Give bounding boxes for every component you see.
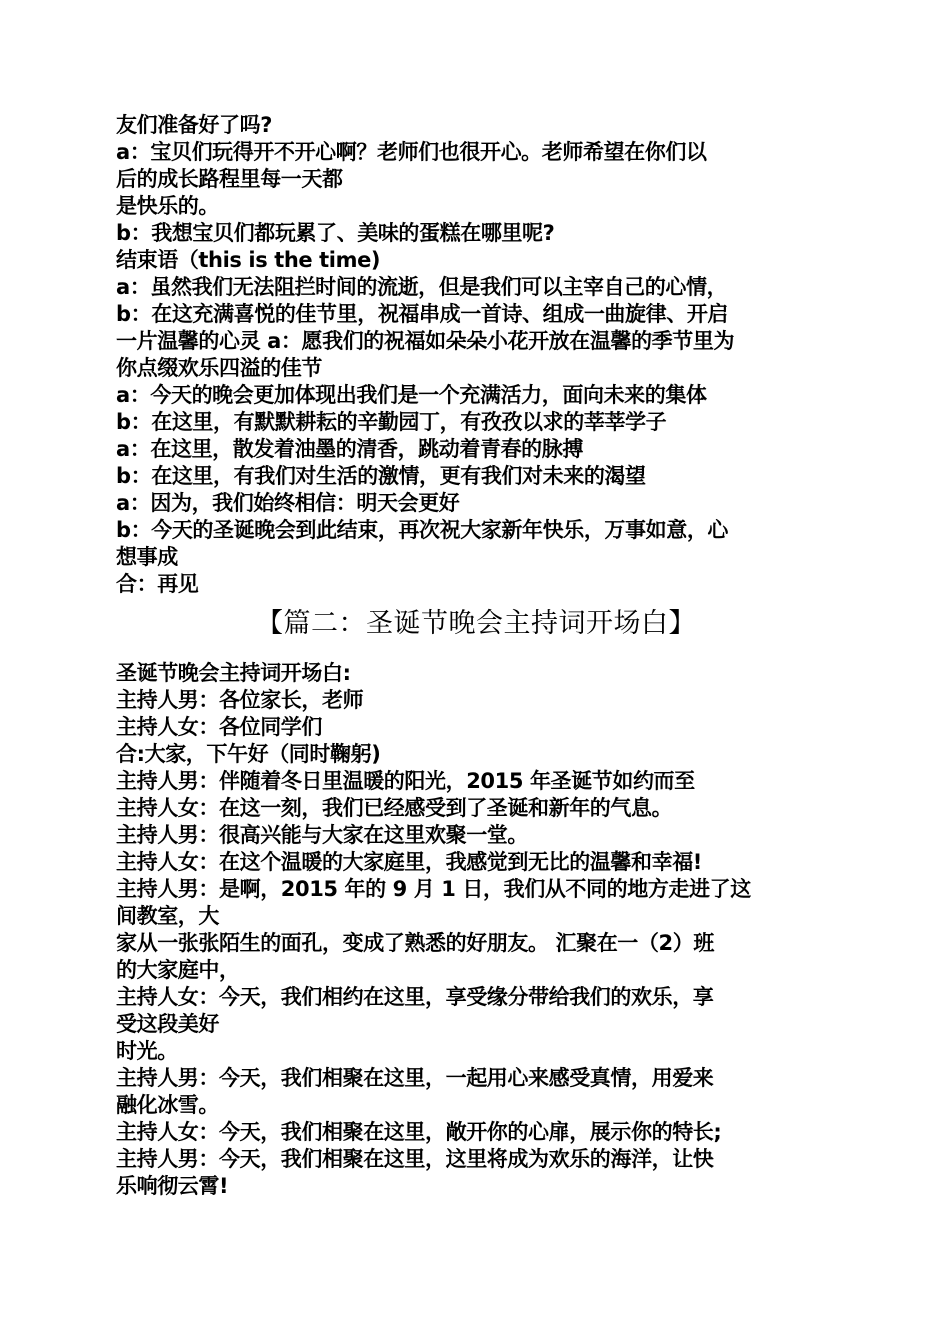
text-line: a：宝贝们玩得开不开心啊？老师们也很开心。老师希望在你们以: [116, 140, 707, 164]
text-line: b：我想宝贝们都玩累了、美味的蛋糕在哪里呢?: [116, 221, 555, 245]
text-line: 融化冰雪。: [116, 1093, 219, 1117]
text-line: 主持人女：在这个温暖的大家庭里，我感觉到无比的温馨和幸福!: [116, 850, 702, 874]
text-line: 合:大家，下午好（同时鞠躬): [116, 742, 381, 766]
text-line: 友们准备好了吗?: [116, 113, 272, 137]
text-line: 一片温馨的心灵 a：愿我们的祝福如朵朵小花开放在温馨的季节里为: [116, 329, 735, 353]
text-line: a：今天的晚会更加体现出我们是一个充满活力，面向未来的集体: [116, 383, 707, 407]
text-line: 是快乐的。: [116, 194, 219, 218]
text-line: 主持人女：各位同学们: [116, 715, 322, 739]
text-line: 你点缀欢乐四溢的佳节: [116, 356, 322, 380]
text-line: b：在这里，有默默耕耘的辛勤园丁，有孜孜以求的莘莘学子: [116, 410, 667, 434]
text-line: a：虽然我们无法阻拦时间的流逝，但是我们可以主宰自己的心情，: [116, 275, 728, 299]
text-line: 主持人男：是啊，2015 年的 9 月 1 日，我们从不同的地方走进了这: [116, 877, 751, 901]
section-heading: 【篇二：圣诞节晚会主持词开场白】: [256, 608, 696, 639]
section-2: [116, 660, 836, 1200]
text-line: b：在这里，有我们对生活的激情，更有我们对未来的渴望: [116, 464, 646, 488]
text-line: b：在这充满喜悦的佳节里，祝福串成一首诗、组成一曲旋律、开启: [116, 302, 729, 326]
text-line: 圣诞节晚会主持词开场白:: [116, 661, 351, 685]
text-line: 主持人男：很高兴能与大家在这里欢聚一堂。: [116, 823, 528, 847]
text-line: a：因为，我们始终相信：明天会更好: [116, 491, 460, 515]
text-line: 结束语（this is the time): [116, 248, 381, 272]
text-line: 主持人女：今天，我们相约在这里，享受缘分带给我们的欢乐，享: [116, 985, 714, 1009]
text-line: 主持人女：今天，我们相聚在这里，敞开你的心扉，展示你的特长;: [116, 1120, 722, 1144]
text-line: 主持人女：在这一刻，我们已经感受到了圣诞和新年的气息。: [116, 796, 673, 820]
text-line: 主持人男：今天，我们相聚在这里，这里将成为欢乐的海洋，让快: [116, 1147, 714, 1171]
section-1: [116, 112, 836, 598]
text-line: 后的成长路程里每一天都: [116, 167, 343, 191]
text-line: 主持人男：各位家长，老师: [116, 688, 364, 712]
document-page: [116, 112, 836, 1200]
text-line: 受这段美好: [116, 1012, 219, 1036]
text-line: 间教室，大: [116, 904, 219, 928]
text-line: 主持人男：伴随着冬日里温暖的阳光，2015 年圣诞节如约而至: [116, 769, 695, 793]
text-line: a：在这里，散发着油墨的清香，跳动着青春的脉搏: [116, 437, 583, 461]
text-line: 家从一张张陌生的面孔，变成了熟悉的好朋友。 汇聚在一（2）班: [116, 931, 714, 955]
text-line: 主持人男：今天，我们相聚在这里，一起用心来感受真情，用爱来: [116, 1066, 714, 1090]
text-line: b：今天的圣诞晚会到此结束，再次祝大家新年快乐，万事如意，心: [116, 518, 729, 542]
text-line: 的大家庭中，: [116, 958, 240, 982]
text-line: 时光。: [116, 1039, 178, 1063]
text-line: 乐响彻云霄!: [116, 1174, 229, 1198]
text-line: 想事成: [116, 545, 178, 569]
text-line: 合：再见: [116, 572, 199, 596]
